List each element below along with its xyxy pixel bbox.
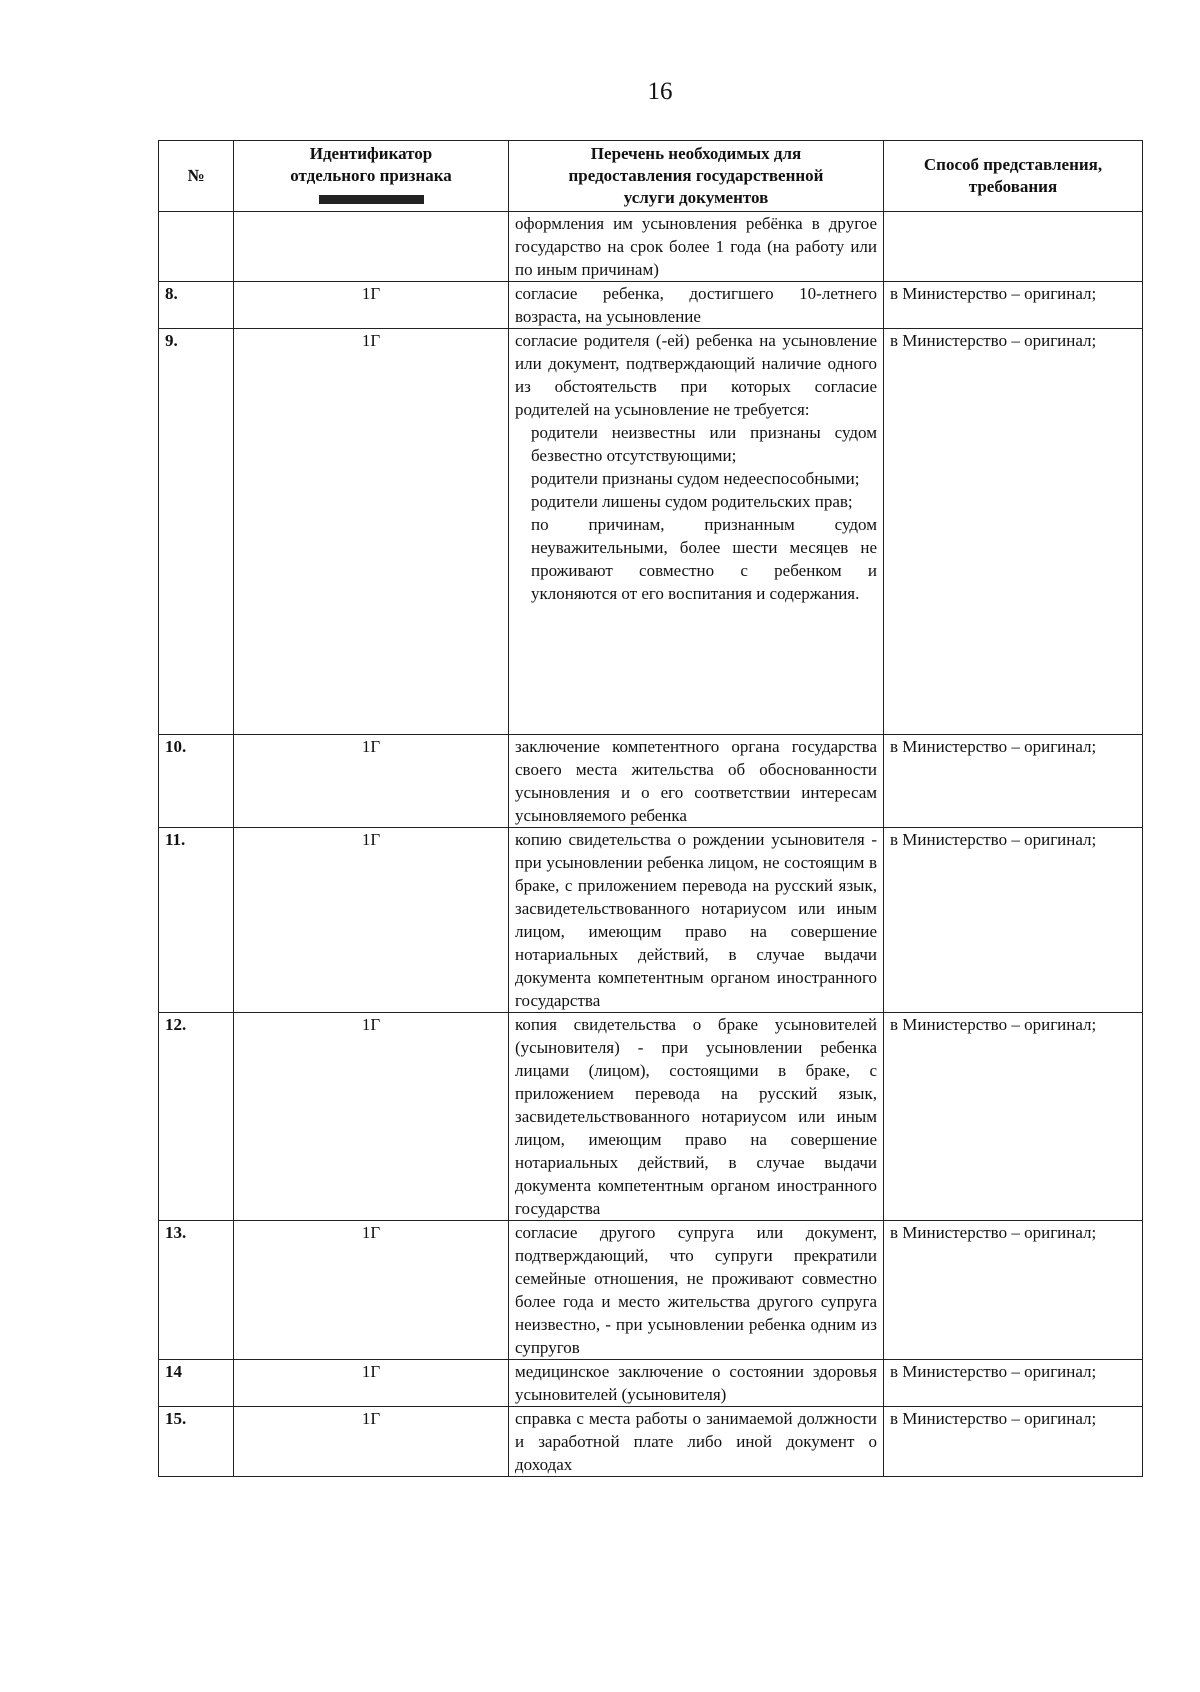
- row-identifier: 1Г: [234, 1407, 509, 1477]
- row-identifier: 1Г: [234, 282, 509, 329]
- row-document: [509, 329, 884, 735]
- row-method: в Министерство – оригинал;: [884, 1360, 1143, 1407]
- condition-item: родители неизвестны или признаны судом безвестно отсутствующими;: [531, 423, 877, 465]
- row-method: в Министерство – оригинал;: [884, 828, 1143, 1013]
- header-documents-line-3: услуги документов: [623, 188, 769, 207]
- row-method: в Министерство – оригинал;: [884, 282, 1143, 329]
- row-document: копию свидетельства о рождении усыновителя - при усыновлении ребенка лицом, не состоящим в браке, с приложением перевода на русский язык, засвидетельствованного нотариусом или иным лицом, имеющим право на совершение нотариальных действий, в случае выдачи документа компетентным органом иностранного государства: [509, 828, 884, 1013]
- row-identifier: 1Г: [234, 1360, 509, 1407]
- page-number: 16: [647, 78, 673, 105]
- row-document-intro: согласие родителя (-ей) ребенка на усыновление или документ, подтверждающий наличие одного из обстоятельств при которых согласие родителей на усыновление не требуется:: [515, 331, 877, 419]
- header-identifier: [234, 141, 509, 212]
- row-identifier: [234, 212, 509, 282]
- row-method: в Министерство – оригинал;: [884, 1013, 1143, 1221]
- header-documents-line-2: предоставления государственной: [568, 166, 824, 185]
- row-document: медицинское заключение о состоянии здоровья усыновителей (усыновителя): [509, 1360, 884, 1407]
- row-identifier: 1Г: [234, 1221, 509, 1360]
- row-number: 15.: [159, 1407, 234, 1477]
- row-number: 14: [159, 1360, 234, 1407]
- row-number: 13.: [159, 1221, 234, 1360]
- row-identifier: 1Г: [234, 828, 509, 1013]
- row-number: 12.: [159, 1013, 234, 1221]
- row-method: в Министерство – оригинал;: [884, 329, 1143, 735]
- redacted-smudge: [319, 195, 424, 204]
- header-documents: [509, 141, 884, 212]
- header-number: №: [159, 141, 234, 212]
- header-documents-line-1: Перечень необходимых для: [590, 144, 802, 163]
- table-header-row: [159, 141, 1143, 212]
- table-row: [159, 735, 1143, 828]
- row-method: [884, 212, 1143, 282]
- table-row: [159, 329, 1143, 735]
- condition-item: по причинам, признанным судом неуважительными, более шести месяцев не проживают совместно с ребенком и уклоняются от его воспитания и содержания.: [531, 515, 877, 603]
- row-method: в Министерство – оригинал;: [884, 1221, 1143, 1360]
- row-identifier: 1Г: [234, 735, 509, 828]
- row-number: 8.: [159, 282, 234, 329]
- header-identifier-line-1: Идентификатор: [309, 144, 433, 163]
- condition-item: родители признаны судом недееспособными;: [531, 469, 860, 488]
- row-document: заключение компетентного органа государства своего места жительства об обоснованности усыновления и о его соответствии интересам усыновляемого ребенка: [509, 735, 884, 828]
- table-row: [159, 1013, 1143, 1221]
- table-row: [159, 282, 1143, 329]
- condition-item: родители лишены судом родительских прав;: [531, 492, 853, 511]
- row-identifier: 1Г: [234, 1013, 509, 1221]
- row-document: справка с места работы о занимаемой должности и заработной плате либо иной документ о доходах: [509, 1407, 884, 1477]
- row-identifier: 1Г: [234, 329, 509, 735]
- row-document: копия свидетельства о браке усыновителей (усыновителя) - при усыновлении ребенка лицами (лицом), состоящими в браке, с приложением перевода на русский язык, засвидетельствованного нотариусом или иным лицом, имеющим право на совершение нотариальных действий, в случае выдачи документа компетентным органом иностранного государства: [509, 1013, 884, 1221]
- documents-table: [158, 140, 1143, 1477]
- table-row: [159, 1221, 1143, 1360]
- row-document: оформления им усыновления ребёнка в другое государство на срок более 1 года (на работу или по иным причинам): [509, 212, 884, 282]
- header-identifier-line-2: отдельного признака: [290, 166, 452, 185]
- row-document: согласие другого супруга или документ, подтверждающий, что супруги прекратили семейные отношения, не проживают совместно более года и место жительства другого супруга неизвестно, - при усыновлении ребенка одним из супругов: [509, 1221, 884, 1360]
- header-method: [884, 141, 1143, 212]
- row-number: 9.: [159, 329, 234, 735]
- row-method: в Министерство – оригинал;: [884, 1407, 1143, 1477]
- table-row: [159, 1360, 1143, 1407]
- table-row: [159, 1407, 1143, 1477]
- header-method-line-2: требования: [968, 177, 1058, 196]
- row-number: 10.: [159, 735, 234, 828]
- header-method-line-1: Способ представления,: [923, 155, 1103, 174]
- row-document: согласие ребенка, достигшего 10-летнего возраста, на усыновление: [509, 282, 884, 329]
- table-row: [159, 828, 1143, 1013]
- table-row: [159, 212, 1143, 282]
- row-number: [159, 212, 234, 282]
- row-method: в Министерство – оригинал;: [884, 735, 1143, 828]
- row-number: 11.: [159, 828, 234, 1013]
